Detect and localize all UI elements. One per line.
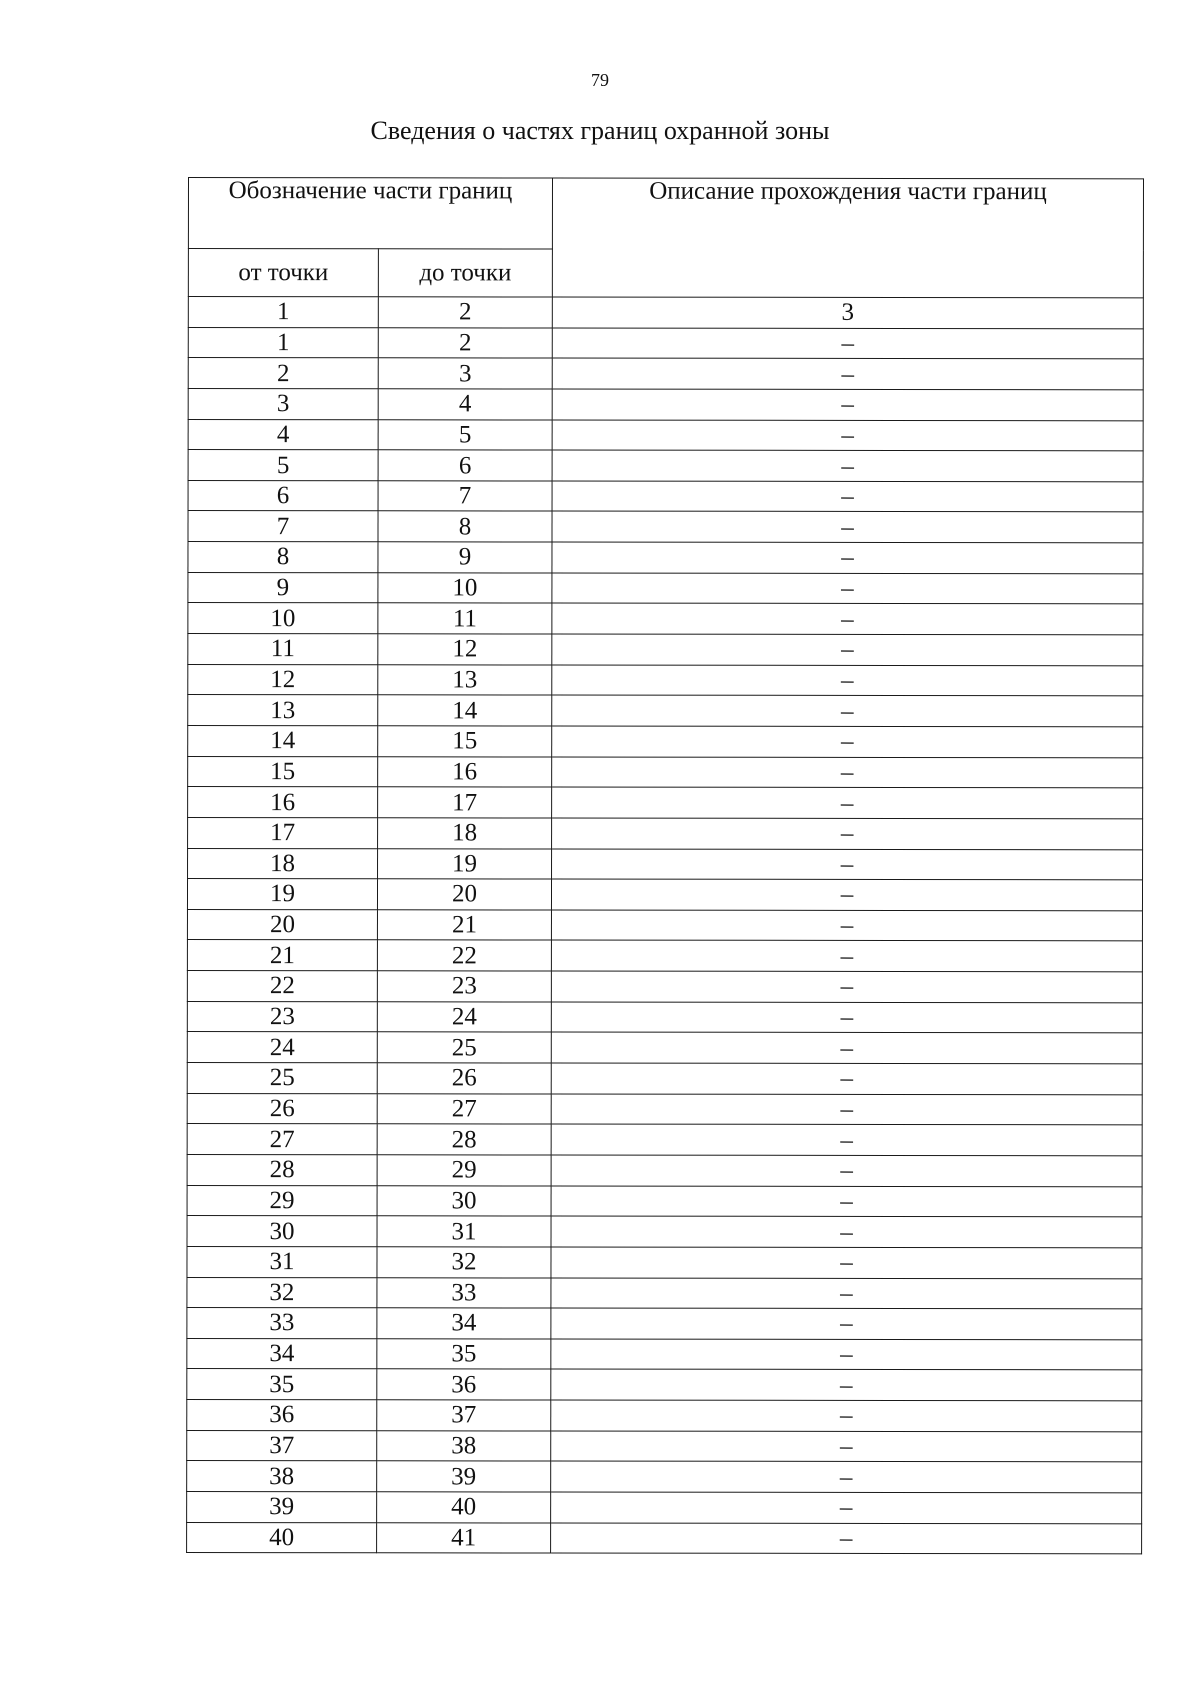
table-row — [188, 756, 1143, 788]
from-point-cell: 40 — [187, 1522, 377, 1553]
from-point-cell: 27 — [187, 1124, 377, 1155]
table-row — [187, 1216, 1142, 1248]
table-row — [187, 1154, 1142, 1186]
to-point-cell: 36 — [377, 1369, 551, 1400]
to-point-cell: 15 — [378, 726, 552, 757]
to-point-cell: 26 — [377, 1063, 551, 1094]
description-cell: – — [551, 879, 1142, 910]
to-point-cell: 22 — [377, 940, 551, 971]
to-point-cell: 20 — [377, 879, 551, 910]
from-point-cell: 24 — [187, 1032, 377, 1063]
to-point-cell: 31 — [377, 1216, 551, 1247]
description-cell: – — [551, 1247, 1142, 1278]
description-cell: – — [551, 1461, 1142, 1492]
table-header-row — [188, 178, 1143, 250]
index-cell-2: 2 — [378, 297, 552, 328]
table-row — [188, 511, 1143, 543]
table-row — [188, 480, 1143, 512]
from-point-cell: 2 — [188, 358, 378, 389]
from-point-cell: 4 — [188, 419, 378, 450]
from-point-cell: 37 — [187, 1430, 377, 1461]
table-row — [187, 1369, 1142, 1401]
table-row — [187, 1246, 1142, 1278]
table-row — [188, 358, 1143, 390]
from-point-cell: 11 — [188, 634, 378, 665]
to-point-cell: 30 — [377, 1185, 551, 1216]
to-point-cell: 3 — [378, 358, 552, 389]
description-cell: – — [551, 1278, 1142, 1309]
from-point-cell: 7 — [188, 511, 378, 542]
to-point-cell: 16 — [378, 756, 552, 787]
to-point-cell: 39 — [377, 1461, 551, 1492]
to-point-cell: 37 — [377, 1400, 551, 1431]
description-cell: – — [551, 1032, 1142, 1063]
header-boundary-designation: Обозначение части границ — [188, 178, 552, 250]
from-point-cell: 28 — [187, 1154, 377, 1185]
description-cell: – — [551, 1431, 1142, 1462]
from-point-cell: 30 — [187, 1216, 377, 1247]
table-row — [187, 1277, 1142, 1309]
description-cell: – — [551, 1002, 1142, 1033]
to-point-cell: 14 — [378, 695, 552, 726]
to-point-cell: 34 — [377, 1308, 551, 1339]
from-point-cell: 23 — [187, 1001, 377, 1032]
description-cell: – — [552, 787, 1143, 818]
to-point-cell: 35 — [377, 1339, 551, 1370]
table-row — [188, 634, 1143, 666]
description-cell: – — [552, 726, 1143, 757]
from-point-cell: 15 — [188, 756, 378, 787]
table-row — [187, 1522, 1142, 1554]
description-cell: – — [552, 757, 1143, 788]
header-to-point: до точки — [378, 249, 552, 297]
table-row — [187, 879, 1142, 911]
from-point-cell: 1 — [188, 327, 378, 358]
page-number: 79 — [591, 70, 609, 90]
from-point-cell: 29 — [187, 1185, 377, 1216]
table-row — [187, 1185, 1142, 1217]
to-point-cell: 29 — [377, 1155, 551, 1186]
to-point-cell: 11 — [378, 603, 552, 634]
table-row — [187, 1461, 1142, 1493]
table-body — [187, 297, 1144, 1555]
to-point-cell: 38 — [377, 1430, 551, 1461]
description-cell: – — [552, 420, 1143, 451]
to-point-cell: 28 — [377, 1124, 551, 1155]
description-cell: – — [552, 603, 1143, 634]
page-title: Сведения о частях границ охранной зоны — [370, 116, 830, 145]
description-cell: – — [552, 389, 1143, 420]
table-row — [187, 1001, 1142, 1033]
to-point-cell: 5 — [378, 419, 552, 450]
table-row — [187, 909, 1142, 941]
from-point-cell: 35 — [187, 1369, 377, 1400]
description-cell: – — [551, 1063, 1142, 1094]
table-row — [187, 1430, 1142, 1462]
from-point-cell: 14 — [188, 725, 378, 756]
to-point-cell: 32 — [377, 1247, 551, 1278]
from-point-cell: 26 — [187, 1093, 377, 1124]
to-point-cell: 41 — [377, 1522, 551, 1553]
table-row — [187, 1032, 1142, 1064]
table-row — [188, 848, 1143, 880]
from-point-cell: 13 — [188, 695, 378, 726]
to-point-cell: 2 — [378, 327, 552, 358]
boundary-parts-table — [186, 177, 1144, 1555]
from-point-cell: 18 — [188, 848, 378, 879]
table-row — [188, 817, 1143, 849]
description-cell: – — [551, 1492, 1142, 1523]
to-point-cell: 8 — [378, 511, 552, 542]
from-point-cell: 17 — [188, 817, 378, 848]
description-cell: – — [552, 573, 1143, 604]
from-point-cell: 32 — [187, 1277, 377, 1308]
description-cell: – — [552, 358, 1143, 389]
description-cell: – — [551, 971, 1142, 1002]
index-cell-3: 3 — [552, 297, 1143, 328]
from-point-cell: 34 — [187, 1338, 377, 1369]
table-row — [187, 1124, 1142, 1156]
description-cell: – — [552, 634, 1143, 665]
to-point-cell: 13 — [378, 664, 552, 695]
description-cell: – — [552, 665, 1143, 696]
table-row — [188, 664, 1143, 696]
from-point-cell: 19 — [187, 879, 377, 910]
table-row — [188, 695, 1143, 727]
to-point-cell: 21 — [377, 910, 551, 941]
from-point-cell: 5 — [188, 450, 378, 481]
to-point-cell: 25 — [377, 1032, 551, 1063]
from-point-cell: 31 — [187, 1246, 377, 1277]
from-point-cell: 8 — [188, 542, 378, 573]
table-row — [187, 1400, 1142, 1432]
to-point-cell: 24 — [377, 1001, 551, 1032]
table-row — [188, 725, 1143, 757]
description-cell: – — [551, 940, 1142, 971]
to-point-cell: 33 — [377, 1277, 551, 1308]
from-point-cell: 22 — [187, 971, 377, 1002]
table-row — [187, 1093, 1142, 1125]
from-point-cell: 39 — [187, 1491, 377, 1522]
from-point-cell: 16 — [188, 787, 378, 818]
description-cell: – — [551, 1523, 1142, 1554]
table-row — [187, 1063, 1142, 1095]
description-cell: – — [551, 1155, 1142, 1186]
description-cell: – — [551, 1216, 1142, 1247]
from-point-cell: 20 — [187, 909, 377, 940]
to-point-cell: 9 — [378, 542, 552, 573]
from-point-cell: 36 — [187, 1400, 377, 1431]
description-cell: – — [552, 450, 1143, 481]
to-point-cell: 17 — [378, 787, 552, 818]
column-index-row — [188, 297, 1143, 329]
to-point-cell: 10 — [378, 573, 552, 604]
to-point-cell: 7 — [378, 481, 552, 512]
from-point-cell: 12 — [188, 664, 378, 695]
to-point-cell: 23 — [377, 971, 551, 1002]
description-cell: – — [552, 849, 1143, 880]
description-cell: – — [552, 481, 1143, 512]
description-cell: – — [552, 328, 1143, 359]
from-point-cell: 9 — [188, 572, 378, 603]
description-cell: – — [552, 511, 1143, 542]
description-cell: – — [551, 910, 1142, 941]
to-point-cell: 19 — [378, 848, 552, 879]
description-cell: – — [551, 1308, 1142, 1339]
table-row — [188, 327, 1143, 359]
table-row — [188, 450, 1143, 482]
to-point-cell: 12 — [378, 634, 552, 665]
from-point-cell: 3 — [188, 388, 378, 419]
from-point-cell: 25 — [187, 1063, 377, 1094]
to-point-cell: 4 — [378, 389, 552, 420]
description-cell: – — [552, 818, 1143, 849]
table-header — [188, 178, 1143, 298]
table-row — [188, 603, 1143, 635]
from-point-cell: 38 — [187, 1461, 377, 1492]
to-point-cell: 18 — [378, 818, 552, 849]
from-point-cell: 10 — [188, 603, 378, 634]
table-row — [187, 940, 1142, 972]
description-cell: – — [552, 695, 1143, 726]
description-cell: – — [551, 1369, 1142, 1400]
table-row — [188, 787, 1143, 819]
table-row — [188, 572, 1143, 604]
description-cell: – — [551, 1094, 1142, 1125]
description-cell: – — [552, 542, 1143, 573]
table-row — [187, 1491, 1142, 1523]
header-boundary-description: Описание прохождения части границ — [552, 178, 1143, 298]
to-point-cell: 6 — [378, 450, 552, 481]
description-cell: – — [551, 1124, 1142, 1155]
from-point-cell: 33 — [187, 1308, 377, 1339]
table-row — [188, 419, 1143, 451]
to-point-cell: 40 — [377, 1492, 551, 1523]
table-row — [187, 971, 1142, 1003]
table-row — [188, 542, 1143, 574]
index-cell-1: 1 — [188, 297, 378, 328]
table-row — [187, 1338, 1142, 1370]
table-row — [187, 1308, 1142, 1340]
description-cell: – — [551, 1400, 1142, 1431]
table-row — [188, 388, 1143, 420]
from-point-cell: 6 — [188, 480, 378, 511]
description-cell: – — [551, 1339, 1142, 1370]
from-point-cell: 21 — [187, 940, 377, 971]
to-point-cell: 27 — [377, 1093, 551, 1124]
header-from-point: от точки — [188, 249, 378, 297]
description-cell: – — [551, 1186, 1142, 1217]
